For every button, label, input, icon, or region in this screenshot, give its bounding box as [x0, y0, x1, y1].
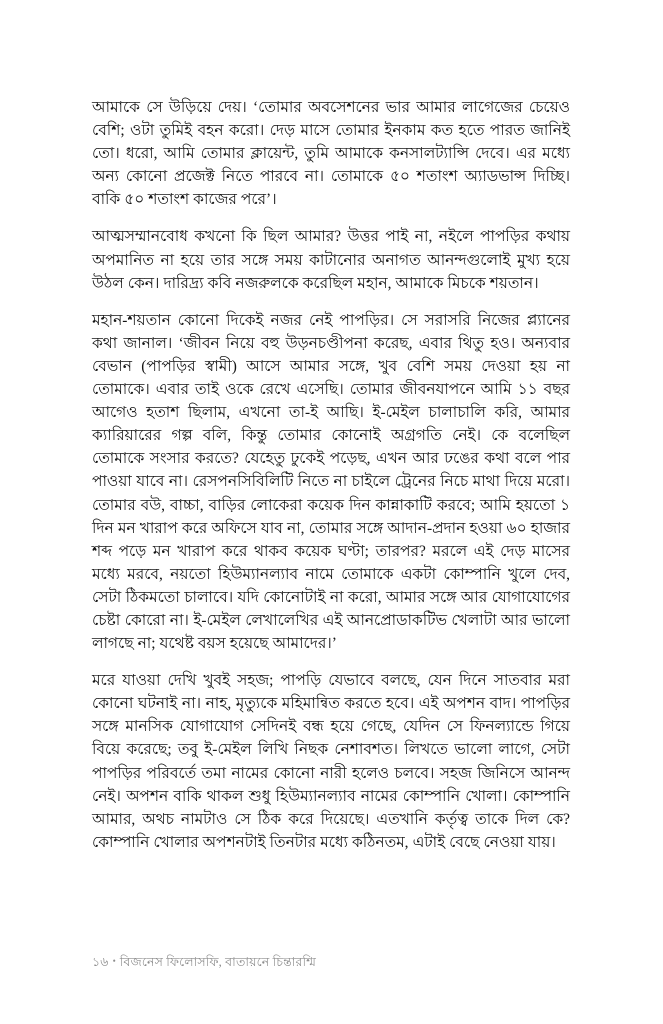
body-paragraph-2: আত্মসম্মানবোধ কখনো কি ছিল আমার? উত্তর পাই না, নইলে পাপড়ির কথায় অপমানিত না হয়ে তার সঙ্গে সময় কাটানোর অনাগত আনন্দগুলোই মুখ্য হয়ে উঠল কেন। দারিদ্র্য কবি নজরুলকে করেছিল মহান, আমাকে মিচকে শয়তান। — [92, 228, 570, 292]
body-paragraph-4: মরে যাওয়া দেখি খুবই সহজ; পাপড়ি যেভাবে বলছে, যেন দিনে সাতবার মরা কোনো ঘটনাই না। নাহ, মৃত্যুকে মহিমান্বিত করতে হবে। এই অপশন বাদ। পাপড়ির সঙ্গে মানসিক যোগাযোগ সেদিনই বন্ধ হয়ে গেছে, যেদিন সে ফিনল্যান্ডে গিয়ে বিয়ে করেছে; তবু ই-মেইল লিখি নিছক নেশাবশত। লিখতে ভালো লাগে, সেটা পাপড়ির পরিবর্তে তমা নামের কোনো নারী হলেও চলবে। সহজ জিনিসে আনন্দ নেই। অপশন বাকি থাকল শুধু হিউম্যানল্যাব নামের কোম্পানি খোলা। কোম্পানি আমার, অথচ নামটাও সে ঠিক করে দিয়েছে। এতখানি কর্তৃত্ব তাকে দিল কে? কোম্পানি খোলার অপশনটাই তিনটার মধ্যে কঠিনতম, এটাই বেছে নেওয়া যায়। — [92, 672, 570, 851]
footer-book-title: বিজনেস ফিলোসফি, বাতায়নে চিন্তারশ্মি — [119, 955, 317, 969]
body-paragraph-1: আমাকে সে উড়িয়ে দেয়। ‘তোমার অবসেশনের ভার আমার লাগেজের চেয়েও বেশি; ওটা তুমিই বহন করো। দেড় মাসে তোমার ইনকাম কত হতে পারত জানিই তো। ধরো, আমি তোমার ক্লায়েন্ট, তুমি আমাকে কনসালট্যান্সি দেবে। এর মধ্যে অন্য কোনো প্রজেক্ট নিতে পারবে না। তোমাকে ৫০ শতাংশ অ্যাডভান্স দিচ্ছি। বাকি ৫০ শতাংশ কাজের পরে’। — [92, 99, 570, 209]
body-paragraph-3: মহান-শয়তান কোনো দিকেই নজর নেই পাপড়ির। সে সরাসরি নিজের প্ল্যানের কথা জানাল। ‘জীবন নিয়ে বহু উড়নচণ্ডীপনা করেছ, এবার থিতু হও। অন্যবার বেভান (পাপড়ির স্বামী) আসে আমার সঙ্গে, খুব বেশি সময় দেওয়া হয় না তোমাকে। এবার তাই ওকে রেখে এসেছি। তোমার জীবনযাপনে আমি ১১ বছর আগেও হতাশ ছিলাম, এখনো তা-ই আছি। ই-মেইল চালাচালি করি, আমার ক্যারিয়ারের গল্প বলি, কিন্তু তোমার কোনোই অগ্রগতি নেই। কে বলেছিল তোমাকে সংসার করতে? যেহেতু ঢুকেই পড়েছ, এখন আর ঢঙের কথা বলে পার পাওয়া যাবে না। রেসপনসিবিলিটি নিতে না চাইলে ট্রেনের নিচে মাথা দিয়ে মরো। তোমার বউ, বাচ্চা, বাড়ির লোকেরা কয়েক দিন কান্নাকাটি করবে; আমি হয়তো ১ দিন মন খারাপ করে অফিসে যাব না, তোমার সঙ্গে আদান-প্রদান হওয়া ৬০ হাজার শব্দ পড়ে মন খারাপ করে থাকব কয়েক ঘণ্টা; তারপর? মরলে এই দেড় মাসের মধ্যে মরবে, নয়তো হিউম্যানল্যাব নামে তোমাকে একটা কোম্পানি খুলে দেব, সেটা ঠিকমতো চালাবে। যদি কোনোটাই না করো, আমার সঙ্গে আর যোগাযোগের চেষ্টা কোরো না। ই-মেইল লেখালেখির এই আনপ্রোডাকটিভ খেলাটা আর ভালো লাগছে না; যথেষ্ট বয়স হয়েছে আমাদের।’ — [92, 311, 570, 653]
page-footer — [92, 952, 570, 971]
page-body-text — [92, 96, 570, 854]
page-number: ১৬ — [92, 955, 109, 969]
bullet-separator-icon: • — [112, 956, 116, 966]
